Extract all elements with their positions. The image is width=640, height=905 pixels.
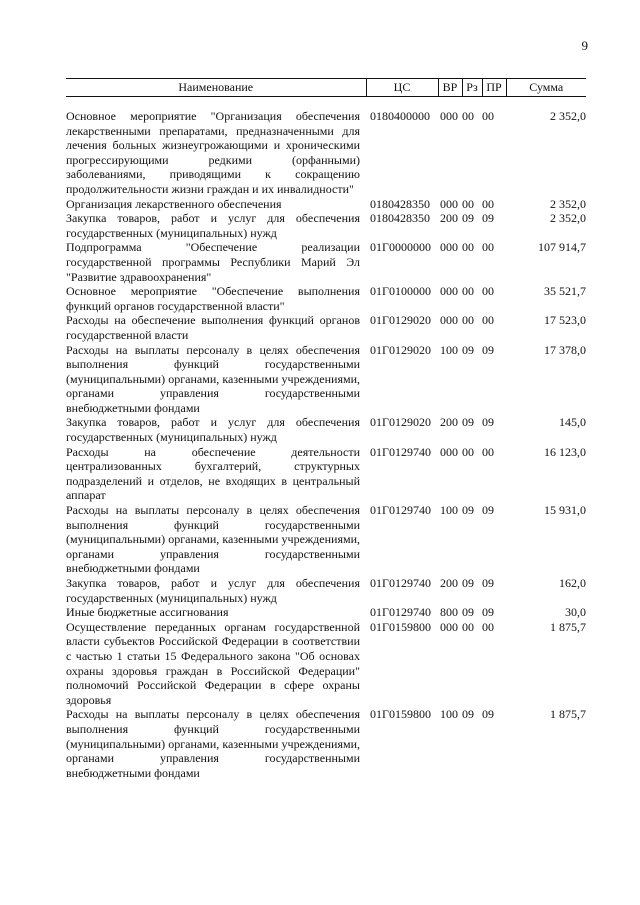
row-cs: 01Г0129020	[370, 313, 431, 328]
row-sum: 30,0	[565, 605, 586, 620]
row-pr: 00	[482, 619, 494, 634]
row-name: Подпрограмма "Обеспечение реализации государственной программы Республики Марий Эл "Развитие здравоохранения"	[66, 240, 360, 284]
table-row	[66, 97, 586, 197]
table-body	[66, 97, 586, 781]
table-row	[66, 284, 586, 313]
row-vr: 000	[440, 284, 458, 299]
row-rz: 00	[462, 313, 474, 328]
row-name: Закупка товаров, работ и услуг для обеспечения государственных (муниципальных) нужд	[66, 415, 360, 445]
row-name: Основное мероприятие "Обеспечение выполнения функций органов государственной власти"	[66, 284, 360, 313]
row-sum: 2 352,0	[550, 211, 586, 226]
row-cs: 01Г0129740	[370, 444, 431, 459]
table-row	[66, 240, 586, 284]
table-row	[66, 197, 586, 212]
row-cs: 01Г0159800	[370, 619, 431, 634]
row-cs: 01Г0129020	[370, 342, 431, 357]
header-pr: ПР	[482, 79, 506, 97]
row-rz: 09	[462, 605, 474, 620]
row-name: Расходы на обеспечение деятельности централизованных бухгалтерий, структурных подразделений и отделов, не входящих в центральный аппарат	[66, 444, 360, 503]
row-pr: 09	[482, 211, 494, 226]
row-sum: 16 123,0	[544, 444, 586, 459]
row-pr: 00	[482, 313, 494, 328]
table-row	[66, 313, 586, 342]
row-cs: 01Г0159800	[370, 707, 431, 722]
row-rz: 00	[462, 196, 474, 211]
row-pr: 00	[482, 284, 494, 299]
row-vr: 000	[440, 109, 458, 123]
row-pr: 09	[482, 707, 494, 722]
table-row	[66, 605, 586, 620]
row-rz: 09	[462, 576, 474, 590]
row-rz: 00	[462, 619, 474, 634]
row-name: Иные бюджетные ассигнования	[66, 605, 229, 620]
table-row	[66, 503, 586, 576]
table-row	[66, 415, 586, 444]
row-vr: 100	[440, 503, 458, 518]
row-name: Закупка товаров, работ и услуг для обеспечения государственных (муниципальных) нужд	[66, 576, 360, 605]
row-vr: 000	[440, 444, 458, 459]
row-sum: 1 875,7	[550, 619, 586, 634]
row-pr: 00	[482, 196, 494, 211]
row-name: Закупка товаров, работ и услуг для обеспечения государственных (муниципальных) нужд	[66, 211, 360, 240]
row-rz: 09	[462, 503, 474, 518]
row-rz: 00	[462, 444, 474, 459]
row-cs: 01Г0129740	[370, 503, 431, 518]
header-name: Наименование	[66, 79, 366, 97]
row-cs: 01Г0129740	[370, 605, 431, 620]
row-sum: 2 352,0	[550, 196, 586, 211]
row-pr: 09	[482, 576, 494, 590]
row-name: Основное мероприятие "Организация обеспечения лекарственными препаратами, предназначенными для лечения больных жизнеугрожающими и хроническими прогрессирующими редкими (орфанными) заболеваниями, приводящими к сокращению продолжительности жизни граждан и их инвалидности"	[66, 109, 360, 196]
header-cs: ЦС	[366, 79, 438, 97]
table-header-row	[66, 79, 586, 97]
row-sum: 107 914,7	[538, 240, 586, 255]
header-rz: Рз	[462, 79, 482, 97]
row-cs: 01Г0129020	[370, 415, 431, 430]
row-sum: 17 378,0	[544, 342, 586, 357]
row-name: Расходы на выплаты персоналу в целях обеспечения выполнения функций государственными (муниципальными) органами, казенными учреждениями, органами управления государственными внебюджетными фондами	[66, 503, 360, 576]
row-vr: 000	[440, 313, 458, 328]
header-sum: Сумма	[506, 79, 586, 97]
row-sum: 1 875,7	[550, 707, 586, 722]
table-row	[66, 620, 586, 708]
row-pr: 09	[482, 503, 494, 518]
row-name: Расходы на выплаты персоналу в целях обеспечения выполнения функций государственными (муниципальными) органами, казенными учреждениями, органами управления государственными внебюджетными фондами	[66, 707, 360, 780]
row-cs: 0180428350	[370, 211, 430, 226]
row-rz: 00	[462, 240, 474, 255]
row-rz: 09	[462, 415, 474, 430]
row-cs: 01Г0129740	[370, 576, 431, 590]
row-pr: 00	[482, 444, 494, 459]
row-pr: 09	[482, 342, 494, 357]
row-sum: 2 352,0	[550, 109, 586, 123]
table-row	[66, 445, 586, 503]
row-vr: 000	[440, 619, 458, 634]
table-row	[66, 211, 586, 240]
row-rz: 09	[462, 342, 474, 357]
row-pr: 09	[482, 415, 494, 430]
row-vr: 200	[440, 576, 458, 590]
row-sum: 145,0	[559, 415, 586, 430]
row-vr: 100	[440, 707, 458, 722]
row-sum: 17 523,0	[544, 313, 586, 328]
row-cs: 0180428350	[370, 196, 430, 211]
row-cs: 0180400000	[370, 109, 430, 123]
row-vr: 000	[440, 196, 458, 211]
row-cs: 01Г0100000	[370, 284, 431, 299]
header-vr: ВР	[438, 79, 462, 97]
row-sum: 35 521,7	[544, 284, 586, 299]
page-number: 9	[581, 38, 588, 53]
row-rz: 09	[462, 707, 474, 722]
row-pr: 00	[482, 109, 494, 123]
row-vr: 100	[440, 342, 458, 357]
row-cs: 01Г0000000	[370, 240, 431, 255]
row-vr: 200	[440, 415, 458, 430]
table-row	[66, 707, 586, 780]
row-name: Осуществление переданных органам государственной власти субъектов Российской Федерации в соответствии с частью 1 статьи 15 Федерального закона "Об основах охраны здоровья граждан в Российской Федерации" полномочий Российской Федерации в сфере охраны здоровья	[66, 619, 360, 707]
row-vr: 000	[440, 240, 458, 255]
row-sum: 162,0	[559, 576, 586, 590]
row-pr: 00	[482, 240, 494, 255]
row-name: Расходы на обеспечение выполнения функций органов государственной власти	[66, 313, 360, 342]
row-sum: 15 931,0	[544, 503, 586, 518]
row-rz: 00	[462, 109, 474, 123]
row-rz: 09	[462, 211, 474, 226]
table-row	[66, 343, 586, 416]
row-pr: 09	[482, 605, 494, 620]
budget-table	[66, 78, 586, 780]
row-rz: 00	[462, 284, 474, 299]
row-vr: 800	[440, 605, 458, 620]
row-name: Организация лекарственного обеспечения	[66, 196, 282, 211]
row-name: Расходы на выплаты персоналу в целях обеспечения выполнения функций государственными (муниципальными) органами, казенными учреждениями, органами управления государственными внебюджетными фондами	[66, 342, 360, 415]
row-vr: 200	[440, 211, 458, 226]
table-row	[66, 576, 586, 605]
